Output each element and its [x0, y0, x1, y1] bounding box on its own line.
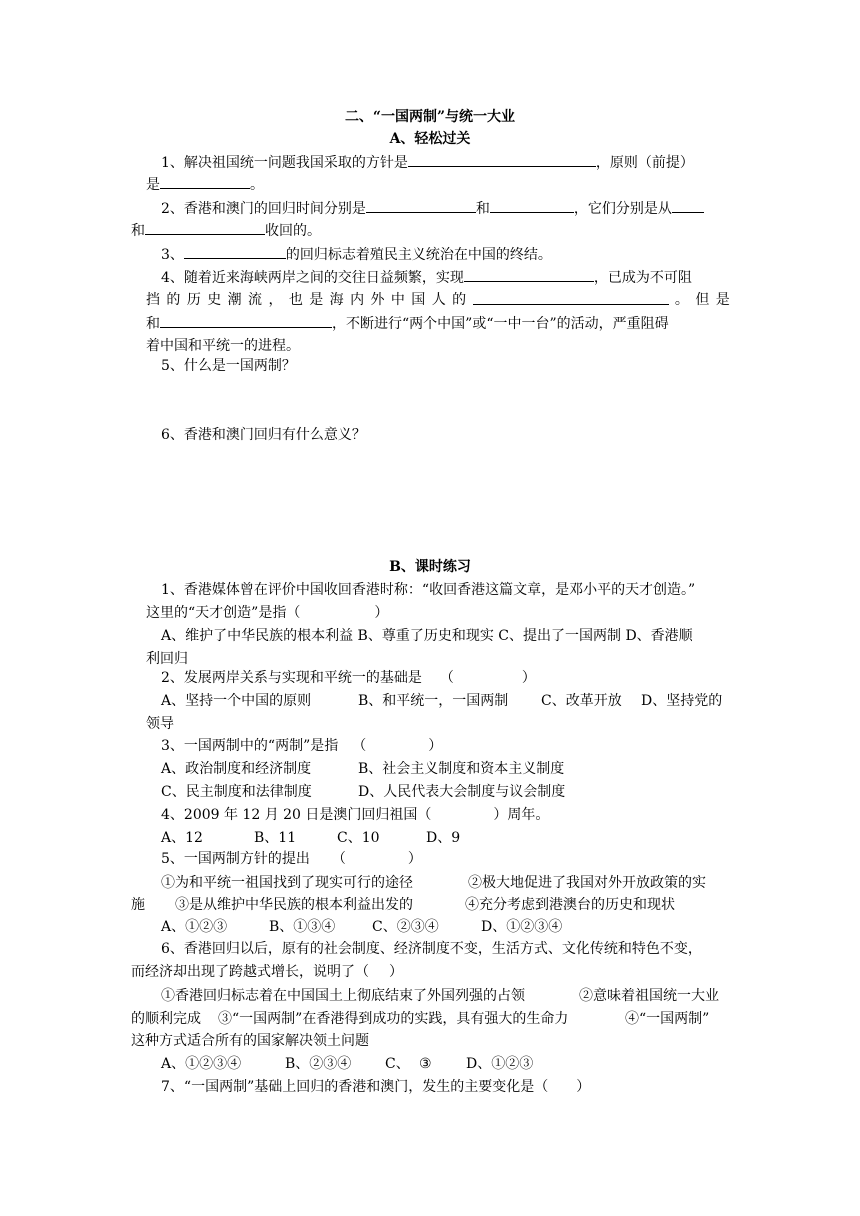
question-b5-text: 5、一国两制方针的提出 — [161, 851, 310, 867]
question-a2-text: 2、香港和澳门的回归时间分别是 — [161, 201, 366, 217]
option-b2-d[interactable]: D、坚持党的 — [641, 693, 723, 709]
question-b4 — [161, 804, 549, 826]
question-b4-text: 4、2009 年 12 月 20 日是澳门回归祖国（ — [161, 807, 432, 823]
statement-b5-4: ④充分考虑到港澳台的历史和现状 — [465, 897, 675, 913]
question-b7-text-2: ） — [576, 1079, 591, 1095]
answer-blank[interactable] — [160, 312, 332, 328]
char: 。 — [674, 292, 689, 308]
question-b2-text-2: （ — [439, 670, 454, 686]
question-b1-cont — [146, 602, 388, 624]
question-b3 — [161, 735, 442, 757]
option-b4-d[interactable]: D、9 — [426, 830, 461, 846]
char: 史 — [207, 292, 222, 308]
option-b4-c[interactable]: C、10 — [337, 830, 380, 846]
char: 的 — [166, 292, 181, 308]
question-b2-options-cont: 领导 — [146, 716, 174, 732]
option-b5-c[interactable]: C、②③④ — [372, 919, 439, 935]
char: 是 — [715, 292, 730, 308]
question-a1-text-2: ，原则（前提） — [595, 155, 694, 171]
justified-row — [146, 289, 730, 311]
question-a2-text-5: 收回的。 — [265, 223, 321, 239]
option-b2-c[interactable]: C、改革开放 — [541, 693, 622, 709]
question-a2-cont — [131, 219, 321, 241]
question-b3-text-3: ） — [428, 738, 443, 754]
question-a6: 6、香港和澳门回归有什么意义？ — [161, 427, 366, 443]
question-a4 — [161, 266, 692, 288]
question-b1: 1、香港媒体曾在评价中国收回香港时称：“收回香港这篇文章，是邓小平的天才创造。” — [161, 582, 696, 598]
answer-blank[interactable] — [145, 219, 265, 235]
question-a4-line2 — [146, 289, 730, 311]
question-b5 — [161, 848, 422, 870]
statement-b6-4: ④“一国两制” — [625, 1011, 710, 1027]
question-a1-text-3: 是 — [146, 177, 160, 193]
char: 外 — [370, 292, 385, 308]
question-b1-text: 这里的“天才创造”是指（ — [146, 605, 301, 621]
char: 中 — [390, 292, 405, 308]
statement-b6-2: ②意味着祖国统一大业 — [579, 988, 719, 1004]
question-a4-text-2: ，已成为不可阻 — [593, 270, 692, 286]
question-a2 — [161, 197, 704, 219]
option-b2-a[interactable]: A、坚持一个中国的原则 — [161, 693, 312, 709]
option-b5-d[interactable]: D、①②③④ — [481, 919, 563, 935]
question-b6-text-2: ） — [389, 964, 403, 980]
char: ， — [268, 292, 283, 308]
question-b6-cont — [131, 961, 403, 983]
question-a2-text-2: 和 — [475, 201, 490, 217]
char: 人 — [431, 292, 446, 308]
statement-b6-4-cont: 这种方式适合所有的国家解决领土问题 — [131, 1033, 369, 1049]
question-b3-text: 3、一国两制中的“两制”是指 — [161, 738, 339, 754]
char: 但 — [695, 292, 710, 308]
char: 也 — [288, 292, 303, 308]
statement-b5-2: ②极大地促进了我国对外开放政策的实 — [468, 875, 706, 891]
question-b1-options: A、维护了中华民族的根本利益 B、尊重了历史和现实 C、提出了一国两制 D、香港顺 — [161, 628, 693, 644]
question-b2 — [161, 667, 536, 689]
char: 海 — [329, 292, 344, 308]
question-b7 — [161, 1076, 590, 1098]
section-a-heading: A、轻松过关 — [389, 131, 471, 147]
question-b2-text-3: ） — [521, 670, 536, 686]
question-a4-line3 — [146, 312, 669, 334]
question-a3-text-2: 的回归标志着殖民主义统治在中国的终结。 — [285, 247, 552, 263]
question-b2-text: 2、发展两岸关系与实现和平统一的基础是 — [161, 670, 422, 686]
question-b1-options-cont: 利回归 — [146, 651, 188, 667]
answer-blank[interactable] — [490, 197, 574, 213]
answer-blank[interactable] — [464, 266, 594, 282]
question-a3-text: 3、 — [161, 247, 184, 263]
question-b7-text: 7、“一国两制”基础上回归的香港和澳门，发生的主要变化是（ — [161, 1079, 549, 1095]
option-b2-b[interactable]: B、和平统一，一国两制 — [358, 693, 509, 709]
question-a3 — [161, 243, 552, 265]
question-a1-cont — [146, 173, 264, 195]
option-b6-d[interactable]: D、①②③ — [466, 1056, 534, 1072]
question-b6: 6、香港回归以后，原有的社会制度、经济制度不变，生活方式、文化传统和特色不变， — [161, 941, 702, 957]
option-b3-b[interactable]: B、社会主义制度和资本主义制度 — [358, 761, 565, 777]
char: 是 — [309, 292, 324, 308]
question-a1 — [161, 151, 694, 173]
option-b3-a[interactable]: A、政治制度和经济制度 — [161, 761, 312, 777]
statement-b5-1: ①为和平统一祖国找到了现实可行的途径 — [161, 875, 413, 891]
question-b1-text-2: ） — [374, 605, 389, 621]
char: 历 — [186, 292, 201, 308]
option-b3-d[interactable]: D、人民代表大会制度与议会制度 — [358, 784, 566, 800]
option-b6-c[interactable]: C、 — [385, 1056, 410, 1072]
char: 的 — [452, 292, 467, 308]
question-a2-text-4: 和 — [131, 223, 145, 239]
answer-blank[interactable] — [473, 289, 669, 305]
char: 挡 — [146, 292, 160, 308]
page-title: 二、“一国两制”与统一大业 — [344, 109, 516, 125]
answer-blank[interactable] — [672, 197, 704, 213]
statement-b5-3: ③是从维护中华民族的根本利益出发的 — [175, 897, 413, 913]
question-a4-text-3: 和 — [146, 316, 160, 332]
option-b6-a[interactable]: A、①②③④ — [161, 1056, 242, 1072]
section-b-heading: B、课时练习 — [389, 559, 471, 575]
char: 国 — [411, 292, 426, 308]
statement-b5-2-cont: 施 — [131, 897, 145, 913]
answer-blank[interactable] — [184, 243, 286, 259]
answer-blank[interactable] — [366, 197, 476, 213]
char: 潮 — [227, 292, 242, 308]
option-b5-a[interactable]: A、①②③ — [161, 919, 228, 935]
question-b3-text-2: （ — [352, 738, 367, 754]
option-b5-b[interactable]: B、①③④ — [269, 919, 336, 935]
question-b4-text-2: ）周年。 — [493, 807, 550, 823]
question-a5: 5、什么是一国两制？ — [161, 358, 296, 374]
char: 内 — [350, 292, 365, 308]
answer-blank[interactable] — [408, 151, 596, 167]
question-b5-text-2: （ — [331, 851, 346, 867]
char: 流 — [248, 292, 263, 308]
option-b6-b[interactable]: B、②③④ — [285, 1056, 352, 1072]
statement-b6-1: ①香港回归标志着在中国国土上彻底结束了外国列强的占领 — [161, 988, 525, 1004]
option-b6-c-value[interactable]: ③ — [419, 1056, 432, 1072]
question-a1-text: 1、解决祖国统一问题我国采取的方针是 — [161, 155, 408, 171]
option-b3-c[interactable]: C、民主制度和法律制度 — [161, 784, 312, 800]
statement-b6-3: ③“一国两制”在香港得到成功的实践，具有强大的生命力 — [218, 1011, 569, 1027]
question-a2-text-3: ，它们分别是从 — [573, 201, 672, 217]
option-b4-a[interactable]: A、12 — [161, 830, 203, 846]
question-a1-text-4: 。 — [250, 177, 264, 193]
option-b4-b[interactable]: B、11 — [254, 830, 297, 846]
question-b6-text: 而经济却出现了跨越式增长，说明了（ — [131, 964, 369, 980]
answer-blank[interactable] — [160, 173, 250, 189]
statement-b6-2-cont: 的顺利完成 — [131, 1011, 201, 1027]
question-b5-text-3: ） — [407, 851, 422, 867]
question-a4-line4: 着中国和平统一的进程。 — [146, 338, 300, 354]
question-a4-text: 4、随着近来海峡两岸之间的交往日益频繁，实现 — [161, 270, 464, 286]
question-a4-text-4: ，不断进行“两个中国”或“一中一台”的活动，严重阻碍 — [332, 316, 669, 332]
